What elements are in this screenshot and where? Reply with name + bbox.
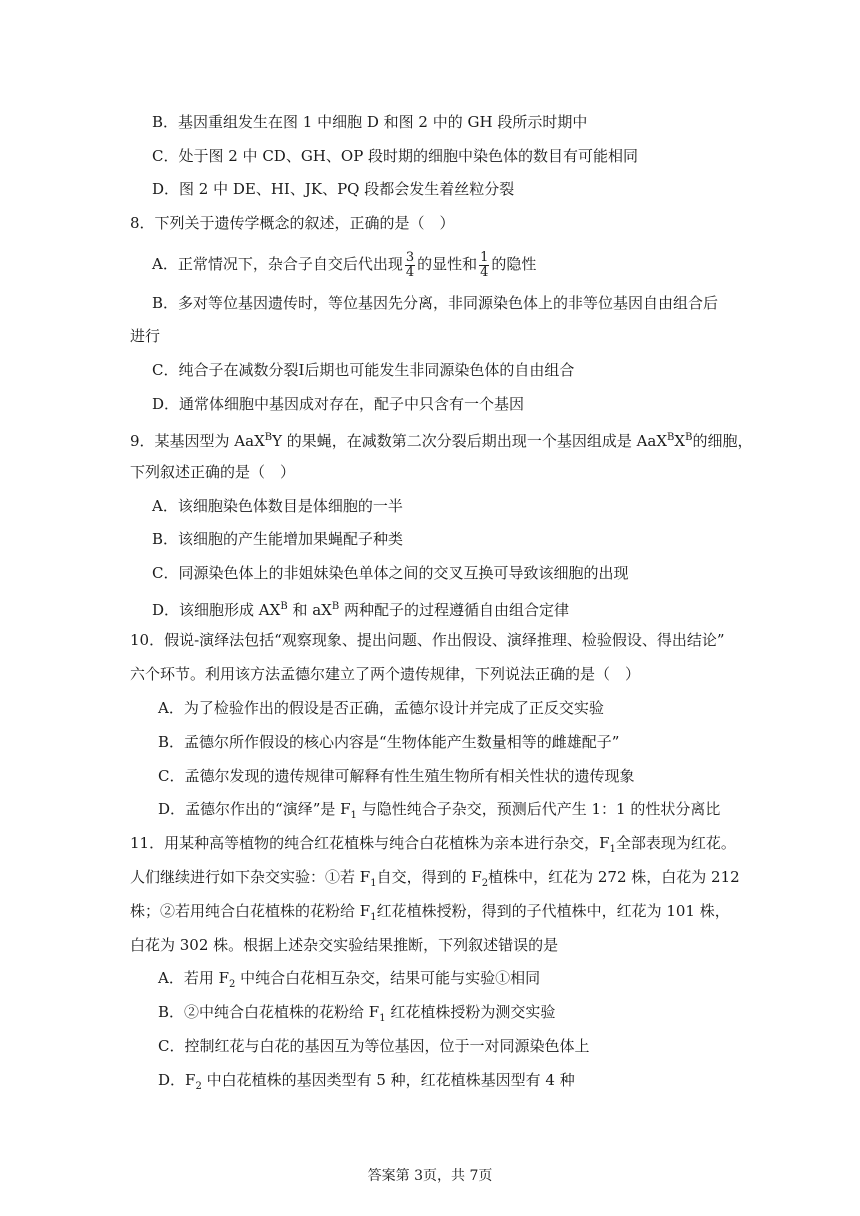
q9-d-text: 两种配子的过程遵循自由组合定律 [339,601,569,619]
q11-text: 全部表现为红花。 [615,834,736,852]
q9-option-b: B．该细胞的产生能增加果蝇配子种类 [152,530,404,548]
q11-option-d [158,1069,575,1098]
superscript: B [331,601,340,612]
q7-option-d: D．图 2 中 DE、HI、JK、PQ 段都会发生着丝粒分裂 [152,180,515,198]
q11-option-c: C．控制红花与白花的基因互为等位基因，位于一对同源染色体上 [158,1037,590,1055]
q9-text: X [674,432,686,450]
fraction-one-quarter [479,251,489,280]
q9-option-a: A．该细胞染色体数目是体细胞的一半 [152,497,403,515]
q9-d-text: 和 aX [287,601,332,619]
superscript: B [667,432,675,443]
q11-stem-line1 [130,832,736,861]
q11-option-b [158,1001,555,1030]
superscript: B [264,432,273,443]
subscript: 1 [609,844,616,855]
q8-option-c: C．纯合子在减数分裂Ⅰ后期也可能发生非同源染色体的自由组合 [152,361,575,379]
subscript: 2 [481,878,489,889]
q7-option-b: B．基因重组发生在图 1 中细胞 D 和图 2 中的 GH 段所示时期中 [152,113,588,131]
q11-stem-line3 [130,900,730,929]
q8-option-d: D．通常体细胞中基因成对存在，配子中只含有一个基因 [152,395,525,413]
q7-option-c: C．处于图 2 中 CD、GH、OP 段时期的细胞中染色体的数目有可能相同 [152,147,639,165]
q9-text: Y 的果蝇，在减数第二次分裂后期出现一个基因组成是 AaX [272,432,668,450]
q11-text: 红花植株授粉，得到的子代植株中，红花为 101 株， [376,902,730,920]
q11-a-text: A．若用 F [158,969,230,987]
q9-stem-line1 [130,427,752,452]
q8-stem: 8．下列关于遗传学概念的叙述，正确的是（ ） [130,214,455,232]
q11-text: 株；②若用纯合白花植株的花粉给 F [130,902,371,920]
q10-stem-line1: 10．假说-演绎法包括“观察现象、提出问题、作出假设、演绎推理、检验假设、得出结论” [130,631,725,649]
q8-a-text-2: 的显性和 [417,255,478,273]
q11-b-text: 红花植株授粉为测交实验 [385,1003,556,1021]
q8-a-text-3: 的隐性 [491,255,537,273]
q11-stem-line2 [130,866,740,895]
q9-option-c: C．同源染色体上的非姐妹染色单体之间的交叉互换可导致该细胞的出现 [152,564,629,582]
fraction-three-quarters [405,251,415,280]
subscript: 2 [229,979,236,990]
q8-option-b-line1: B．多对等位基因遗传时，等位基因先分离，非同源染色体上的非等位基因自由组合后 [152,294,719,312]
q11-text: 人们继续进行如下杂交实验：①若 F [130,868,371,886]
q11-text: 植株中，红花为 272 株，白花为 212 [488,868,740,886]
q11-b-text: B．②中纯合白花植株的花粉给 F [158,1003,380,1021]
q9-d-text: D．该细胞形成 AX [152,601,281,619]
frac-num: 1 [480,249,489,265]
superscript: B [280,601,288,612]
q10-option-a: A．为了检验作出的假设是否正确，孟德尔设计并完成了正反交实验 [158,699,604,717]
subscript: 2 [195,1081,202,1092]
subscript: 1 [350,810,357,821]
frac-den: 4 [405,264,415,280]
q11-a-text: 中纯合白花相互杂交，结果可能与实验①相同 [235,969,541,987]
q9-option-d [152,596,569,621]
q11-text: 11．用某种高等植物的纯合红花植株与纯合白花植株为亲本进行杂交，F [130,834,610,852]
q10-option-c: C．孟德尔发现的遗传规律可解释有性生殖生物所有相关性状的遗传现象 [158,767,635,785]
page-footer: 答案第 3页，共 7页 [367,1168,493,1184]
superscript: B [685,432,693,443]
q9-text: 的细胞， [692,432,753,450]
q10-option-d [158,798,720,827]
q8-a-text-1: A．正常情况下，杂合子自交后代出现 [152,255,403,273]
subscript: 1 [370,912,377,923]
q11-d-text: D．F [158,1071,196,1089]
q11-option-a [158,967,540,996]
subscript: 1 [379,1013,386,1024]
q10-d-text: 与隐性纯合子杂交，预测后代产生 1：1 的性状分离比 [356,800,721,818]
q9-text: 9．某基因型为 AaX [130,432,265,450]
q11-stem-line4: 白花为 302 株。根据上述杂交实验结果推断，下列叙述错误的是 [130,936,559,954]
q8-option-a [152,250,536,280]
frac-num: 3 [405,249,415,265]
q11-d-text: 中白花植株的基因类型有 5 种，红花植株基因型有 4 种 [201,1071,575,1089]
q10-option-b: B．孟德尔所作假设的核心内容是“生物体能产生数量相等的雌雄配子” [158,733,620,751]
frac-den: 4 [480,264,489,280]
subscript: 1 [370,878,377,889]
q8-option-b-line2: 进行 [130,327,161,345]
q11-text: 自交，得到的 F [376,868,482,886]
q9-stem-line2: 下列叙述正确的是（ ） [130,463,296,481]
q10-d-text: D．孟德尔作出的“演绎”是 F [158,800,351,818]
q10-stem-line2: 六个环节。利用该方法孟德尔建立了两个遗传规律，下列说法正确的是（ ） [130,665,641,683]
